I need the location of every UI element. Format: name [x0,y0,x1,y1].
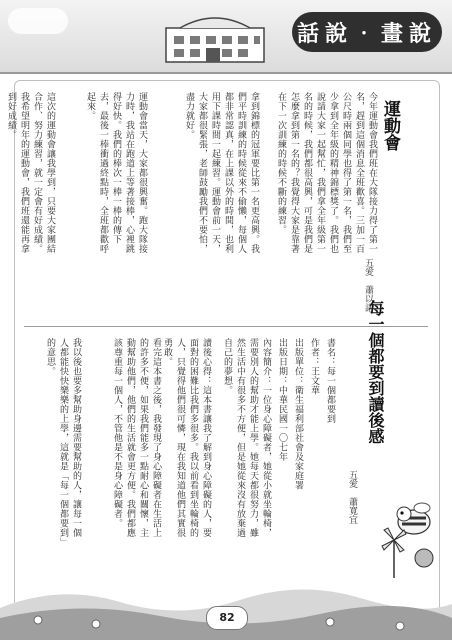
article2-author: 五愛 蕭寬宜 [347,470,357,524]
school-building-illustration [160,6,270,64]
article2-paragraph: 內容簡介：一位身心障礙者，她從小就坐輪椅，需要別人的幫助才能上學。她每天都很努力，雖然生活中有很多不方便，但是她從來沒有放棄過自己的夢想。 [222,338,271,538]
cloud-decoration [8,8,68,34]
article1-title: 運動會 [380,100,400,151]
book-info-publisher: 出版單位：衛生福利部社會及家庭署 [293,338,303,490]
page-number: 82 [206,606,248,630]
bee-windmill-illustration [376,500,442,580]
article1-paragraph: 運動會當天，大家都很興奮。跑大隊接力時，我站在跑道上等著接棒，心裡跳得好快。我們的棒次一棒一棒的傳下去，最後一棒衝過終點時，全班都歡呼起來。 [85,92,147,254]
article2-paragraph: 我以後也要多幫助身邊需要幫助的人，讓每一個人都能快快樂樂的上學，這就是「每一個都要到」的意思。 [45,338,81,543]
article2-title: 每一個都要到讀後感 [366,300,385,444]
article1-author: 五愛 蕭以諾 [363,258,373,312]
article1-paragraph: 今年運動會我們班在大隊接力得了第一名，趕到這個消息全班歡喜。三加一百公尺時兩個同學也得了第一名，我們至少拿到全年級的精神錦標獎了。我們也說請大家一起幫忙，我們拿全年級第一名的時候，我們都很高興，可是我們是怎麼拿到第一名的？我覺得大家是靠著在下一次訓練的時候不斷的練習。 [276,92,377,254]
article1-paragraph: 這次的運動會讓我學到，只要大家團結合作、努力練習，就一定會有好成績。我希望明年的運動會，我們班還能再拿到好成績。 [6,92,55,254]
book-info-author: 作者：王文華 [309,338,319,395]
header-banner [0,0,452,74]
section-title: 話說‧畫說 [292,12,442,52]
article1-paragraph: 拿到錦標的冠軍要比第一名更高興。我們平時訓練的時候從來不偷懶，每個人都非常認真，在上課以外的時間，也利用下課時間一起練習。運動會前一天，大家都很緊張，老師鼓勵我們不要怕，盡力就好。 [184,92,259,254]
article2-paragraph: 看完這本書之後，我發現了身心障礙者在生活上的許多不便，如果我們能多一點耐心和關懷，主動幫助他們，他們的生活就會更方便。我們都應該尊重每一個人，不管他是不是身心障礙者。 [112,338,161,538]
book-info-title: 書名：每一個都要到 [325,338,335,424]
article2-paragraph: 讀後心得：這本書讓我了解到身心障礙的人，要面對的困難比我們多很多。我以前看到坐輪椅的人，只覺得他們很可憐，現在我知道他們其實很勇敢。 [162,338,211,538]
book-info-date: 出版日期：中華民國一〇七年 [277,338,287,462]
